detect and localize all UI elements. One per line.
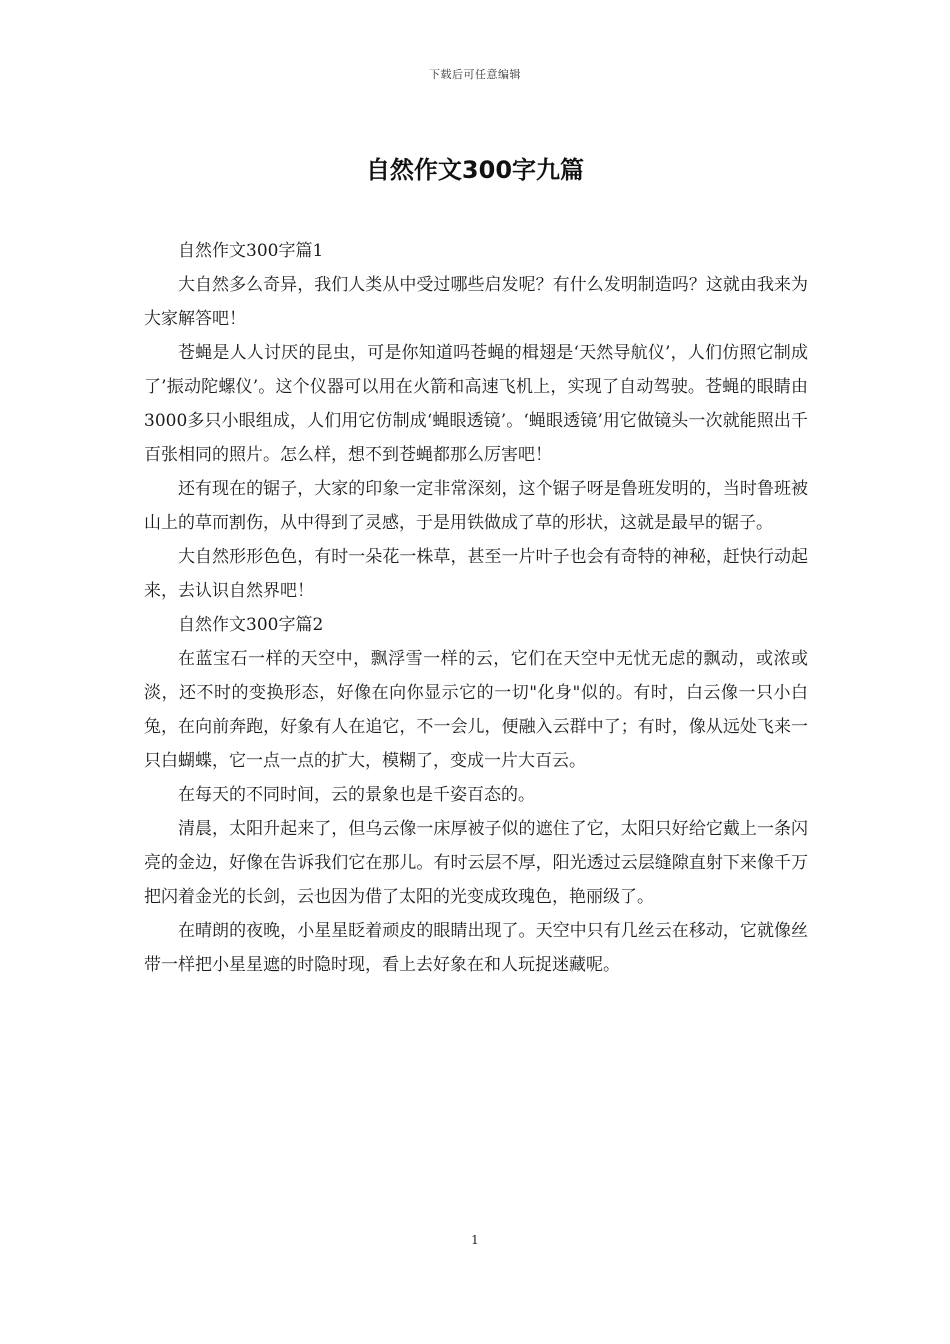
paragraph: 在晴朗的夜晚，小星星眨着顽皮的眼睛出现了。天空中只有几丝云在移动，它就像丝带一样把小星星遮的时隐时现，看上去好象在和人玩捉迷藏呢。 — [144, 921, 808, 975]
paragraph: 清晨，太阳升起来了，但乌云像一床厚被子似的遮住了它，太阳只好给它戴上一条闪亮的金边，好像在告诉我们它在那儿。有时云层不厚，阳光透过云层缝隙直射下来像千万把闪着金光的长剑，云也因为借了太阳的光变成玫瑰色，艳丽级了。 — [144, 819, 808, 907]
paragraph: 大自然形形色色，有时一朵花一株草，甚至一片叶子也会有奇特的神秘，赶快行动起来，去认识自然界吧！ — [144, 547, 808, 601]
header-note: 下载后可任意编辑 — [429, 68, 521, 81]
page-number: 1 — [471, 1233, 479, 1247]
section-heading-2: 自然作文300字篇2 — [178, 615, 324, 635]
paragraph: 苍蝇是人人讨厌的昆虫，可是你知道吗苍蝇的楫翅是‘天然导航仪’，人们仿照它制成了’振动陀螺仪’。这个仪器可以用在火箭和高速飞机上，实现了自动驾驶。苍蝇的眼睛由3000多只小眼组成，人们用它仿制成‘蝇眼透镜’。‘蝇眼透镜’用它做镜头一次就能照出千百张相同的照片。怎么样，想不到苍蝇都那么厉害吧！ — [144, 343, 808, 465]
paragraph: 还有现在的锯子，大家的印象一定非常深刻，这个锯子呀是鲁班发明的，当时鲁班被山上的草而割伤，从中得到了灵感，于是用铁做成了草的形状，这就是最早的锯子。 — [144, 479, 808, 533]
paragraph: 在蓝宝石一样的天空中，飘浮雪一样的云，它们在天空中无忧无虑的飘动，或浓或淡，还不时的变换形态，好像在向你显示它的一切"化身"似的。有时，白云像一只小白兔，在向前奔跑，好象有人在追它，不一会儿，便融入云群中了；有时，像从远处飞来一只白蝴蝶，它一点一点的扩大，模糊了，变成一片大百云。 — [144, 649, 808, 771]
paragraph: 在每天的不同时间，云的景象也是千姿百态的。 — [178, 785, 535, 805]
paragraph: 大自然多么奇异，我们人类从中受过哪些启发呢？有什么发明制造吗？这就由我来为大家解答吧！ — [144, 275, 808, 329]
document-title: 自然作文300字九篇 — [365, 156, 585, 184]
section-heading-1: 自然作文300字篇1 — [178, 241, 324, 261]
document-body — [144, 234, 808, 982]
